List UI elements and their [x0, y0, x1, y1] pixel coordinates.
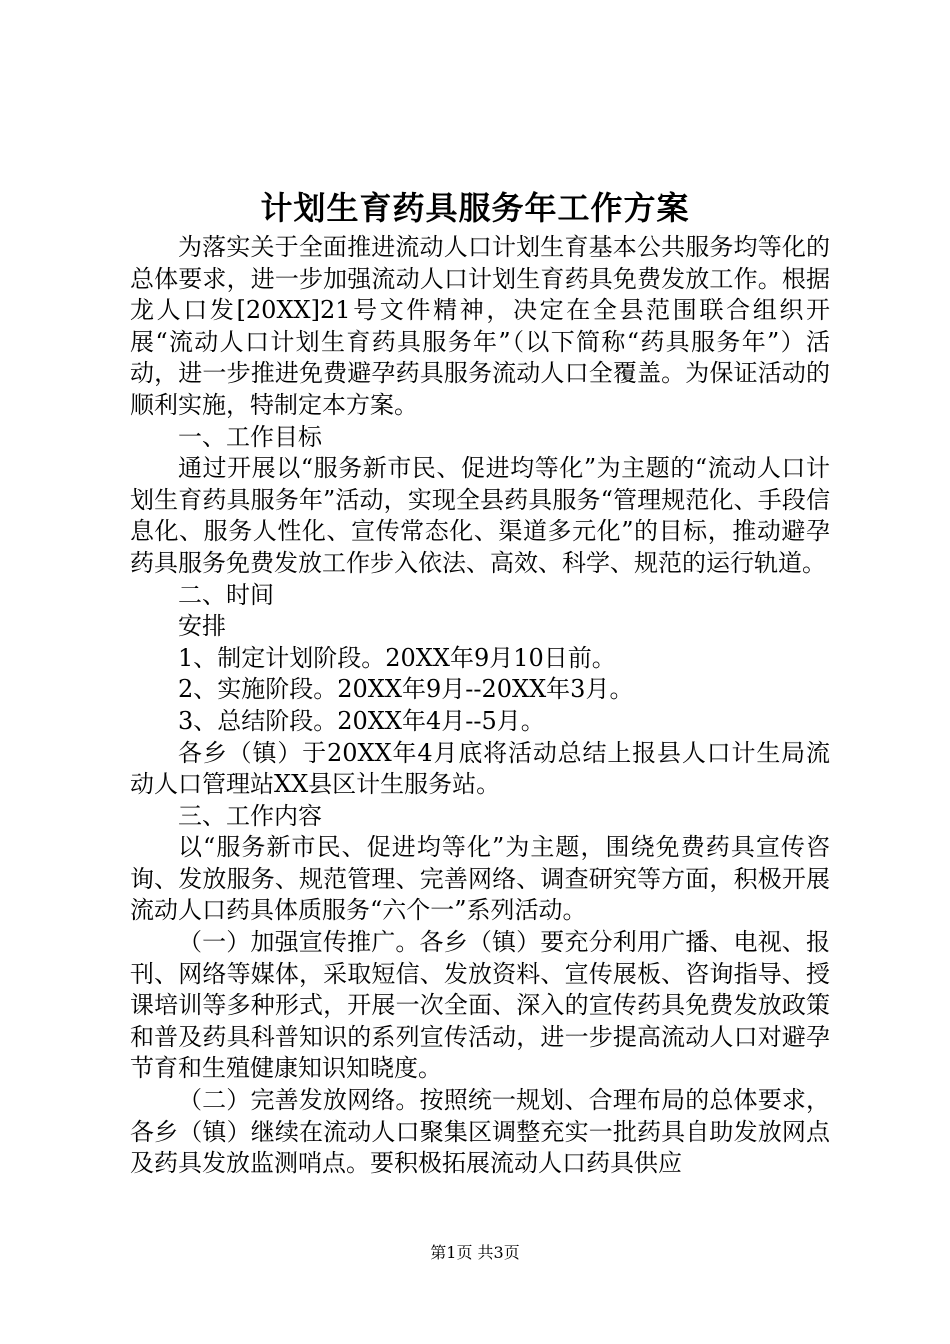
list-item: 1、制定计划阶段。20XX年9月10日前。 [178, 643, 616, 672]
list-item: 2、实施阶段。20XX年9月--20XX年3月。 [178, 675, 634, 704]
document-body [130, 232, 830, 1180]
section-heading: 三、工作内容 [178, 801, 322, 830]
paragraph: 为落实关于全面推进流动人口计划生育基本公共服务均等化的总体要求，进一步加强流动人口计划生育药具免费发放工作。根据龙人口发[20XX]21号文件精神，决定在全县范围联合组织开展“流动人口计划生育药具服务年”（以下简称“药具服务年”）活动，进一步推进免费避孕药具服务流动人口全覆盖。为保证活动的顺利实施，特制定本方案。 [130, 233, 830, 419]
paragraph: 安排 [178, 612, 226, 641]
paragraph: 通过开展以“服务新市民、促进均等化”为主题的“流动人口计划生育药具服务年”活动，实现全县药具服务“管理规范化、手段信息化、服务人性化、宣传常态化、渠道多元化”的目标，推动避孕药具服务免费发放工作步入依法、高效、科学、规范的运行轨道。 [130, 454, 830, 577]
paragraph: 以“服务新市民、促进均等化”为主题，围绕免费药具宣传咨询、发放服务、规范管理、完善网络、调查研究等方面，积极开展流动人口药具体质服务“六个一”系列活动。 [130, 833, 830, 925]
document-title: 计划生育药具服务年工作方案 [260, 189, 690, 227]
list-item: 3、总结阶段。20XX年4月--5月。 [178, 706, 545, 735]
section-heading: 二、时间 [178, 580, 274, 609]
paragraph: 各乡（镇）于20XX年4月底将活动总结上报县人口计生局流动人口管理站XX县区计生服务站。 [130, 738, 830, 799]
paragraph: （一）加强宣传推广。各乡（镇）要充分利用广播、电视、报刊、网络等媒体，采取短信、发放资料、宣传展板、咨询指导、授课培训等多种形式，开展一次全面、深入的宣传药具免费发放政策和普及药具科普知识的系列宣传活动，进一步提高流动人口对避孕节育和生殖健康知识知晓度。 [130, 928, 830, 1083]
section-heading: 一、工作目标 [178, 422, 322, 451]
paragraph: （二）完善发放网络。按照统一规划、合理布局的总体要求，各乡（镇）继续在流动人口聚集区调整充实一批药具自助发放网点及药具发放监测哨点。要积极拓展流动人口药具供应 [130, 1086, 830, 1178]
page-footer: 第1页 共3页 [430, 1243, 520, 1262]
